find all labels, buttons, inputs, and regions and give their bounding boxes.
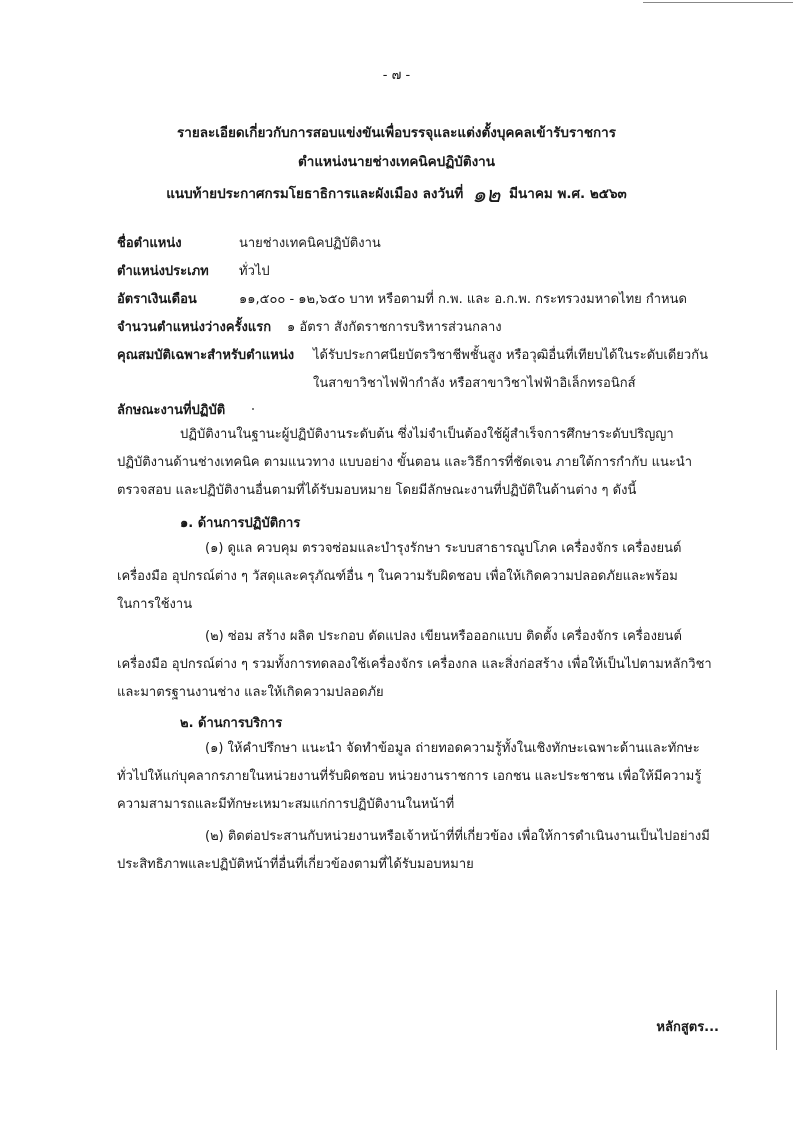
position-value: นายช่างเทคนิคปฏิบัติงาน — [239, 236, 381, 251]
section-2-title: ๒. ด้านการบริการ — [180, 716, 283, 731]
position-label: ชื่อตำแหน่ง — [117, 236, 182, 251]
field-qualification-cont — [313, 372, 636, 393]
document-title-line-3 — [0, 177, 793, 212]
field-qualification — [117, 344, 708, 365]
document-title-line-1: รายละเอียดเกี่ยวกับการสอบแข่งขันเพื่อบรรจุและแต่งตั้งบุคคลเข้ารับราชการ — [177, 125, 616, 141]
scan-speck — [252, 408, 254, 410]
document-title-line-2: ตำแหน่งนายช่างเทคนิคปฏิบัติงาน — [298, 154, 495, 170]
vacancy-value: ๑ อัตรา สังกัดราชการบริหารส่วนกลาง — [287, 320, 502, 335]
type-value: ทั่วไป — [239, 264, 270, 279]
sec1-item2-line2: เครื่องมือ อุปกรณ์ต่าง ๆ รวมทั้งการทดลองใช้เครื่องจักร เครื่องกล และสิ่งก่อสร้าง เพื่อให้เป็นไปตามหลักวิชา — [117, 657, 712, 672]
sec2-item2-line1: (๒) ติดต่อประสานกับหน่วยงานหรือเจ้าหน้าที่ที่เกี่ยวข้อง เพื่อให้การดำเนินงานเป็นไปอย่างมี — [205, 829, 710, 844]
announcement-date: มีนาคม พ.ศ. ๒๕๖๓ — [509, 186, 627, 202]
duties-intro-3: ตรวจสอบ และปฏิบัติงานอื่นตามที่ได้รับมอบหมาย โดยมีลักษณะงานที่ปฏิบัติในด้านต่าง ๆ ดังนี้ — [117, 483, 637, 498]
vacancy-label: จำนวนตำแหน่งว่างครั้งแรก — [117, 320, 272, 335]
qualification-label: คุณสมบัติเฉพาะสำหรับตำแหน่ง — [117, 348, 295, 363]
qualification-value-1: ได้รับประกาศนียบัตรวิชาชีพชั้นสูง หรือวุฒิอื่นที่เทียบได้ในระดับเดียวกัน — [313, 348, 708, 363]
duties-intro-1: ปฏิบัติงานในฐานะผู้ปฏิบัติงานระดับต้น ซึ่งไม่จำเป็นต้องใช้ผู้สำเร็จการศึกษาระดับปริญญา — [180, 427, 674, 442]
duties-intro-2: ปฏิบัติงานด้านช่างเทคนิค ตามแนวทาง แบบอย่าง ขั้นตอน และวิธีการที่ชัดเจน ภายใต้การกำกับ แนะนำ — [117, 455, 693, 470]
field-type — [117, 260, 270, 281]
scan-edge-line — [776, 990, 777, 1050]
section-1-title: ๑. ด้านการปฏิบัติการ — [180, 516, 301, 531]
sec1-item1-line2: เครื่องมือ อุปกรณ์ต่าง ๆ วัสดุและครุภัณฑ์อื่น ๆ ในความรับผิดชอบ เพื่อให้เกิดความปลอดภัยและพร้อม — [117, 569, 678, 584]
field-salary — [117, 288, 687, 309]
sec1-item2-line1: (๒) ซ่อม สร้าง ผลิต ประกอบ ดัดแปลง เขียนหรือออกแบบ ติดตั้ง เครื่องจักร เครื่องยนต์ — [205, 629, 682, 644]
sec2-item1-line1: (๑) ให้คำปรึกษา แนะนำ จัดทำข้อมูล ถ่ายทอดความรู้ทั้งในเชิงทักษะเฉพาะด้านและทักษะ — [205, 741, 700, 756]
field-vacancy — [117, 316, 502, 337]
top-edge-line — [643, 2, 793, 3]
salary-label: อัตราเงินเดือน — [117, 292, 197, 307]
sec2-item2-line2: ประสิทธิภาพและปฏิบัติหน้าที่อื่นที่เกี่ยวข้องตามที่ได้รับมอบหมาย — [117, 857, 474, 872]
duties-title: ลักษณะงานที่ปฏิบัติ — [117, 403, 226, 418]
field-position — [117, 232, 381, 253]
salary-value: ๑๑,๕๐๐ - ๑๒,๖๕๐ บาท หรือตามที่ ก.พ. และ อ.ก.พ. กระทรวงมหาดไทย กำหนด — [239, 292, 687, 307]
sec2-item1-line2: ทั่วไปให้แก่บุคลากรภายในหน่วยงานที่รับผิดชอบ หน่วยงานราชการ เอกชน และประชาชน เพื่อให้มีความรู้ — [117, 769, 702, 784]
announcement-ref: แนบท้ายประกาศกรมโยธาธิการและผังเมือง ลงวันที่ — [166, 186, 464, 202]
page-number: - ๗ - — [382, 68, 411, 83]
qualification-value-2: ในสาขาวิชาไฟฟ้ากำลัง หรือสาขาวิชาไฟฟ้าอิเล็กทรอนิกส์ — [313, 376, 636, 391]
sec1-item1-line1: (๑) ดูแล ควบคุม ตรวจซ่อมและบำรุงรักษา ระบบสาธารณูปโภค เครื่องจักร เครื่องยนต์ — [205, 541, 682, 556]
sec2-item1-line3: ความสามารถและมีทักษะเหมาะสมแก่การปฏิบัติงานในหน้าที่ — [117, 797, 455, 812]
type-label: ตำแหน่งประเภท — [117, 264, 209, 279]
sec1-item1-line3: ในการใช้งาน — [117, 597, 193, 612]
handwritten-day: ๑๒ — [471, 183, 501, 208]
continued-next-page: หลักสูตร... — [656, 1020, 719, 1035]
sec1-item2-line3: และมาตรฐานงานช่าง และให้เกิดความปลอดภัย — [117, 685, 384, 700]
